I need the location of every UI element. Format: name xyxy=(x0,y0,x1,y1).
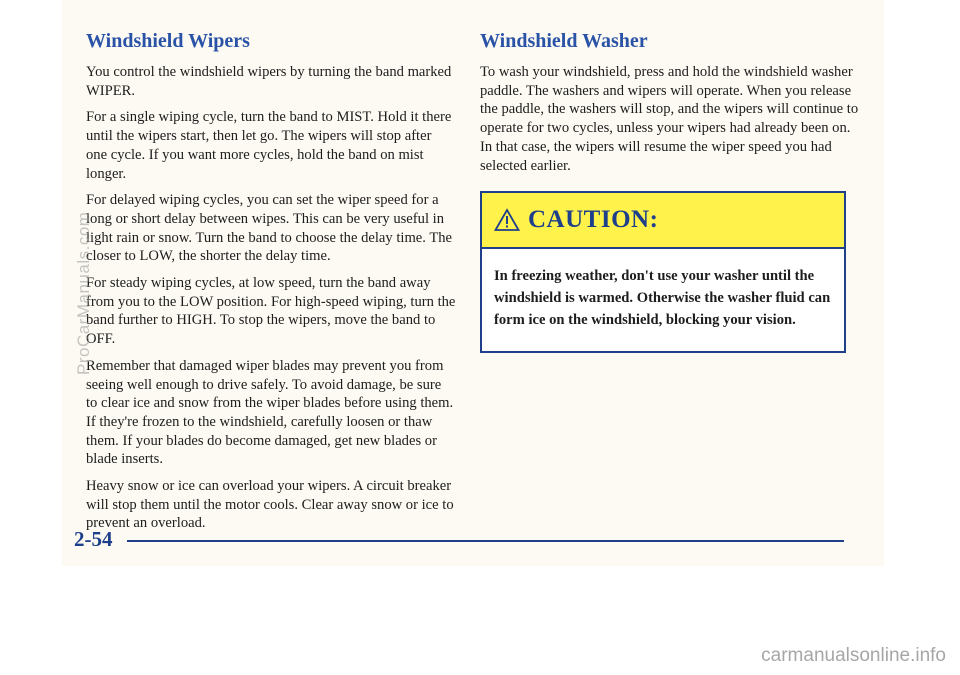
wipers-paragraph: For steady wiping cycles, at low speed, turn the band away from you to the LOW position. For high-speed wiping, turn the band further to HIGH. To stop the wipers, move the band to OFF. xyxy=(86,275,456,348)
wipers-paragraph: Heavy snow or ice can overload your wipers. A circuit breaker will stop them until the motor cools. Clear away snow or ice to prevent an overload. xyxy=(86,478,454,532)
footer-rule xyxy=(127,540,845,542)
caution-title: CAUTION: xyxy=(528,206,659,234)
page-footer xyxy=(74,524,844,554)
wipers-paragraph: You control the windshield wipers by turning the band marked WIPER. xyxy=(86,64,452,99)
caution-text: In freezing weather, don't use your washer until the windshield is warmed. Otherwise the washer fluid can form ice on the windshield, blocking your vision. xyxy=(494,268,831,329)
side-watermark: ProCarManuals.com xyxy=(74,211,93,375)
windshield-washer-section xyxy=(480,30,860,353)
manual-page xyxy=(62,0,884,566)
windshield-washer-heading: Windshield Washer xyxy=(480,30,648,52)
bottom-watermark: carmanualsonline.info xyxy=(761,645,946,666)
washer-paragraph: To wash your windshield, press and hold the windshield washer paddle. The washers and wipers will operate. When you release the paddle, the washers will stop, and the wipers will continue to operate for two cycles, unless your wipers had already been on. In that case, the wipers will resume the wiper speed you had selected earlier. xyxy=(480,64,859,174)
warning-triangle-icon xyxy=(494,208,520,232)
windshield-wipers-section xyxy=(86,30,456,541)
caution-header xyxy=(482,193,844,249)
windshield-wipers-heading: Windshield Wipers xyxy=(86,30,250,52)
wipers-paragraph: Remember that damaged wiper blades may prevent you from seeing well enough to drive safely. To avoid damage, be sure to clear ice and snow from the wiper blades before using them. If they're frozen to the windshield, carefully loosen or thaw them. If your blades do become damaged, get new blades or blade inserts. xyxy=(86,357,454,468)
caution-box xyxy=(480,191,846,353)
wipers-paragraph: For delayed wiping cycles, you can set the wiper speed for a long or short delay between wipes. This can be very useful in light rain or snow. Turn the band to choose the delay time. The closer to LOW, the shorter the delay time. xyxy=(86,192,453,265)
wipers-paragraph: For a single wiping cycle, turn the band to MIST. Hold it there until the wipers start, then let go. The wipers will stop after one cycle. If you want more cycles, hold the band on mist longer. xyxy=(86,109,452,182)
page-number: 2-54 xyxy=(74,526,113,551)
